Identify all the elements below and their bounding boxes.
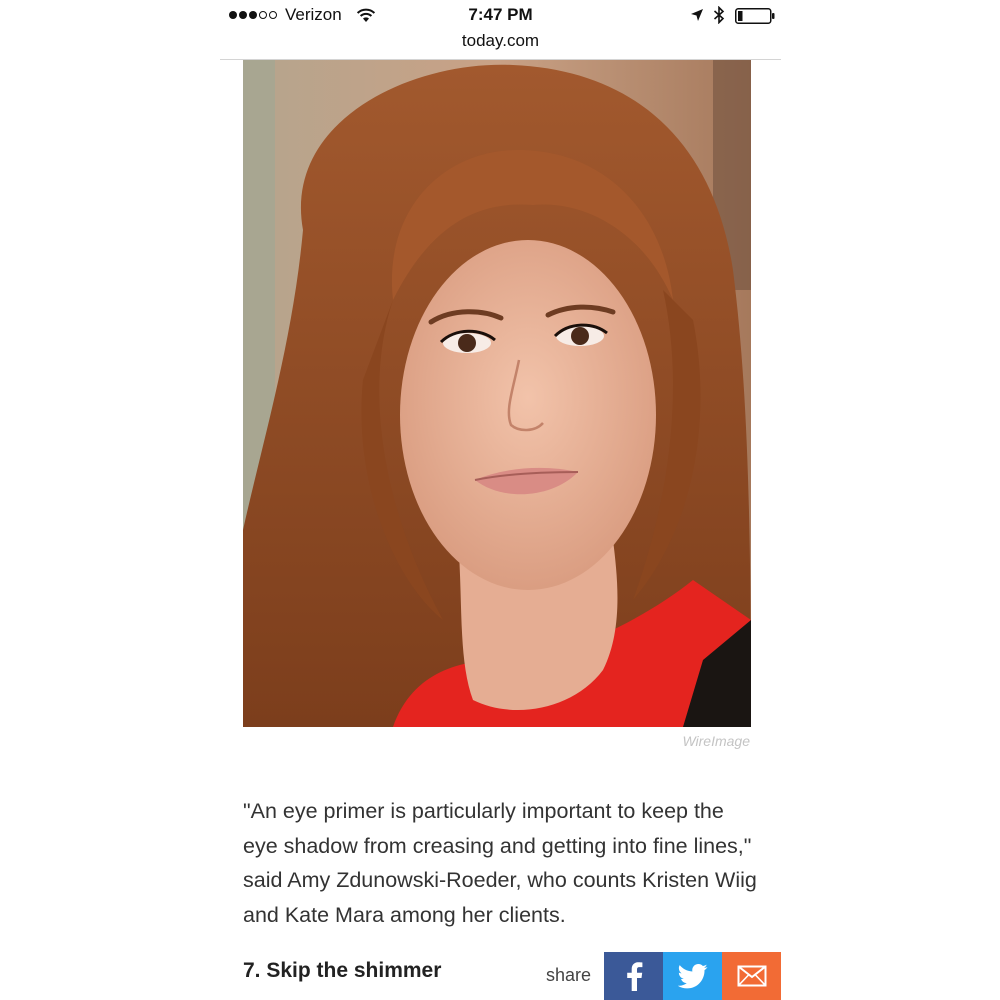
location-arrow-icon (690, 8, 704, 22)
article-photo (243, 60, 751, 727)
twitter-icon (678, 964, 708, 989)
carrier-name: Verizon (285, 5, 342, 24)
article-quote: "An eye primer is particularly important to keep the eye shadow from creasing and getting into fine lines," said Amy Zdunowski-Roeder, who counts Kristen Wiig and Kate Mara among her clients. (243, 799, 757, 927)
clock: 7:47 PM (468, 5, 533, 24)
twitter-share-button[interactable] (663, 952, 722, 1000)
phone-screen (220, 0, 781, 1000)
status-bar (220, 0, 781, 30)
section-heading: 7. Skip the shimmer (243, 959, 442, 982)
facebook-share-button[interactable] (604, 952, 663, 1000)
email-share-button[interactable] (722, 952, 781, 1000)
facebook-icon (625, 961, 643, 991)
mail-icon (737, 965, 767, 987)
photo-credit: WireImage (682, 733, 750, 749)
url-bar[interactable]: today.com (461, 31, 540, 50)
share-label: share (546, 965, 592, 985)
battery-icon (735, 8, 775, 24)
bluetooth-icon (713, 6, 725, 24)
